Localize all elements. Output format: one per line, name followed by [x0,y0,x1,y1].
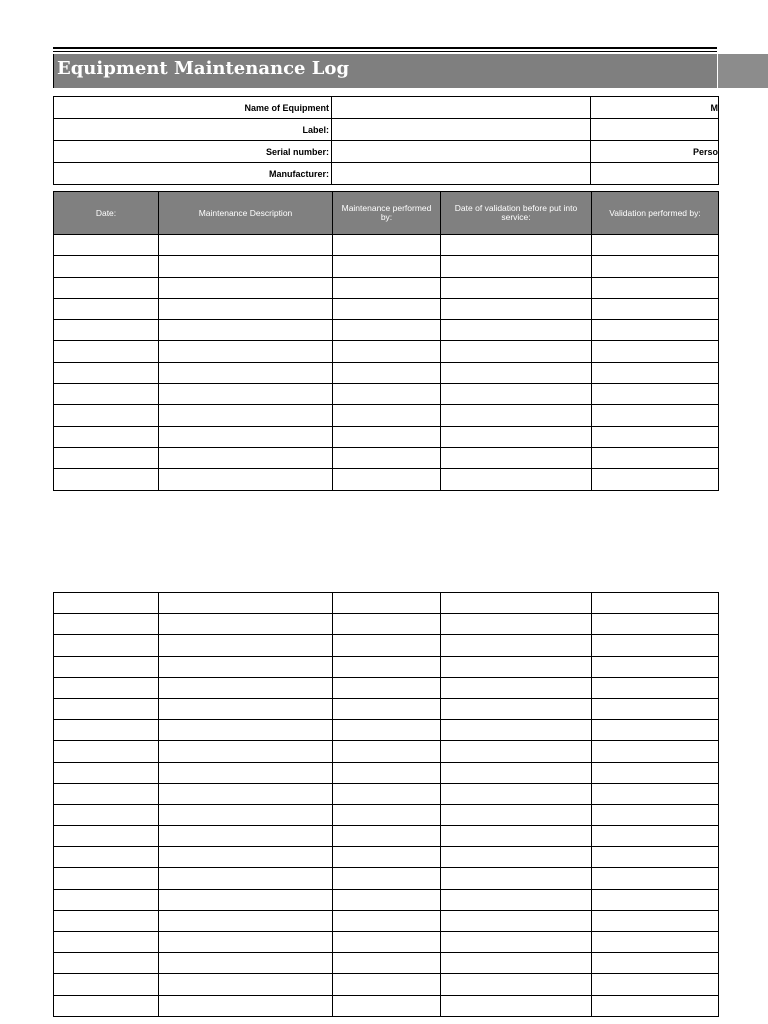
table-cell[interactable] [159,235,333,256]
table-cell[interactable] [333,447,441,468]
label-label: Label: [54,119,332,141]
table-cell[interactable] [441,635,592,656]
table-cell[interactable] [333,298,441,319]
table-cell[interactable] [159,804,333,825]
table-cell[interactable] [54,762,159,783]
table-cell[interactable] [333,362,441,383]
banner-extension [718,54,768,88]
table-cell[interactable] [333,656,441,677]
table-cell[interactable] [333,762,441,783]
table-row [54,677,719,698]
table-cell[interactable] [333,593,441,614]
label-manufacturer: Manufacturer: [54,163,332,185]
table-cell[interactable] [333,910,441,931]
table-cell[interactable] [441,826,592,847]
table-cell[interactable] [592,277,719,298]
table-cell[interactable] [333,783,441,804]
table-row [54,720,719,741]
top-rule-thick [53,47,717,49]
table-cell[interactable] [54,974,159,995]
table-row [54,974,719,995]
table-cell[interactable] [441,932,592,953]
table-cell[interactable] [54,953,159,974]
table-cell[interactable] [54,635,159,656]
table-row [54,341,719,362]
table-cell[interactable] [333,974,441,995]
table-cell[interactable] [441,384,592,405]
table-cell[interactable] [159,847,333,868]
table-cell[interactable] [441,426,592,447]
label-right-top: M [591,97,719,119]
table-row [54,656,719,677]
table-cell[interactable] [159,889,333,910]
table-cell[interactable] [441,677,592,698]
table-cell[interactable] [441,447,592,468]
table-cell[interactable] [159,974,333,995]
table-cell[interactable] [54,889,159,910]
table-cell[interactable] [441,868,592,889]
table-cell[interactable] [592,384,719,405]
label-serial-number: Serial number: [54,141,332,163]
table-cell[interactable] [159,362,333,383]
table-row [54,298,719,319]
table-cell[interactable] [441,469,592,490]
table-cell[interactable] [159,256,333,277]
table-cell[interactable] [54,235,159,256]
table-cell[interactable] [592,405,719,426]
table-cell[interactable] [54,384,159,405]
table-cell[interactable] [159,910,333,931]
info-row-label [54,119,719,141]
table-cell[interactable] [592,298,719,319]
table-cell[interactable] [441,405,592,426]
table-cell[interactable] [159,762,333,783]
info-row-manufacturer [54,163,719,185]
table-cell[interactable] [54,995,159,1016]
table-row [54,235,719,256]
table-cell[interactable] [333,469,441,490]
table-cell[interactable] [333,677,441,698]
table-cell[interactable] [441,741,592,762]
log-header-row [54,192,719,235]
table-cell[interactable] [333,635,441,656]
table-cell[interactable] [54,447,159,468]
table-cell[interactable] [592,593,719,614]
table-row [54,783,719,804]
table-cell[interactable] [333,868,441,889]
table-cell[interactable] [333,614,441,635]
table-cell[interactable] [54,405,159,426]
table-cell[interactable] [333,341,441,362]
table-cell[interactable] [441,953,592,974]
table-row [54,932,719,953]
col-header-validation-by: Validation performed by: [592,192,719,235]
field-name-of-equipment[interactable] [332,97,591,119]
table-cell[interactable] [159,826,333,847]
col-header-validation-date: Date of validation before put into service: [441,192,592,235]
table-cell[interactable] [441,277,592,298]
info-row-serial [54,141,719,163]
table-cell[interactable] [592,256,719,277]
table-cell[interactable] [592,868,719,889]
table-cell[interactable] [54,298,159,319]
table-cell[interactable] [54,362,159,383]
table-cell[interactable] [333,847,441,868]
table-cell[interactable] [54,320,159,341]
table-cell[interactable] [54,593,159,614]
table-row [54,277,719,298]
table-row [54,256,719,277]
table-cell[interactable] [441,298,592,319]
table-cell[interactable] [333,235,441,256]
table-cell[interactable] [592,932,719,953]
table-cell[interactable] [159,426,333,447]
table-row [54,384,719,405]
table-cell[interactable] [441,720,592,741]
page-title: Equipment Maintenance Log [57,58,350,79]
table-cell[interactable] [159,868,333,889]
table-cell[interactable] [159,341,333,362]
table-cell[interactable] [159,635,333,656]
table-cell[interactable] [159,953,333,974]
table-cell[interactable] [333,826,441,847]
table-cell[interactable] [592,341,719,362]
table-cell[interactable] [159,741,333,762]
table-cell[interactable] [592,804,719,825]
table-cell[interactable] [54,932,159,953]
table-row [54,762,719,783]
table-row [54,889,719,910]
equipment-info-table [53,96,719,185]
table-cell[interactable] [592,614,719,635]
col-header-date: Date: [54,192,159,235]
table-cell[interactable] [54,256,159,277]
table-cell[interactable] [441,320,592,341]
table-cell[interactable] [333,720,441,741]
table-cell[interactable] [441,341,592,362]
table-cell[interactable] [333,741,441,762]
table-cell[interactable] [333,277,441,298]
table-cell[interactable] [54,783,159,804]
table-cell[interactable] [159,384,333,405]
table-cell[interactable] [592,720,719,741]
label-right-person: Perso [591,141,719,163]
table-cell[interactable] [592,320,719,341]
field-right-4[interactable] [591,163,719,185]
table-cell[interactable] [54,341,159,362]
table-cell[interactable] [54,910,159,931]
field-right-2[interactable] [591,119,719,141]
table-cell[interactable] [54,826,159,847]
table-cell[interactable] [441,235,592,256]
table-cell[interactable] [333,995,441,1016]
table-cell[interactable] [592,889,719,910]
table-cell[interactable] [54,804,159,825]
table-cell[interactable] [333,953,441,974]
table-cell[interactable] [592,362,719,383]
table-cell[interactable] [54,656,159,677]
table-cell[interactable] [592,677,719,698]
table-cell[interactable] [592,783,719,804]
table-cell[interactable] [441,783,592,804]
table-cell[interactable] [592,826,719,847]
table-cell[interactable] [54,277,159,298]
table-cell[interactable] [159,469,333,490]
title-banner [53,54,717,88]
table-cell[interactable] [54,469,159,490]
table-row [54,804,719,825]
table-cell[interactable] [592,656,719,677]
table-cell[interactable] [441,995,592,1016]
table-row [54,362,719,383]
table-cell[interactable] [441,614,592,635]
table-cell[interactable] [54,698,159,719]
table-row [54,910,719,931]
maintenance-log-continuation-table [53,592,719,1017]
col-header-performed-by: Maintenance performed by: [333,192,441,235]
table-cell[interactable] [159,677,333,698]
table-cell[interactable] [441,804,592,825]
table-cell[interactable] [592,469,719,490]
table-cell[interactable] [441,847,592,868]
table-cell[interactable] [441,256,592,277]
table-cell[interactable] [441,974,592,995]
table-cell[interactable] [159,320,333,341]
table-row [54,447,719,468]
table-cell[interactable] [54,720,159,741]
table-cell[interactable] [441,698,592,719]
field-label[interactable] [332,119,591,141]
table-cell[interactable] [54,677,159,698]
table-cell[interactable] [333,889,441,910]
table-cell[interactable] [592,635,719,656]
table-cell[interactable] [592,447,719,468]
table-cell[interactable] [441,362,592,383]
table-cell[interactable] [159,932,333,953]
table-cell[interactable] [333,256,441,277]
table-cell[interactable] [54,847,159,868]
table-cell[interactable] [159,720,333,741]
table-row [54,995,719,1016]
table-cell[interactable] [54,426,159,447]
table-cell[interactable] [159,447,333,468]
table-row [54,593,719,614]
table-cell[interactable] [333,405,441,426]
maintenance-log-table [53,191,719,491]
table-row [54,868,719,889]
table-row [54,469,719,490]
table-cell[interactable] [54,741,159,762]
table-cell[interactable] [592,741,719,762]
table-cell[interactable] [441,593,592,614]
table-cell[interactable] [159,405,333,426]
table-cell[interactable] [592,426,719,447]
table-row [54,953,719,974]
table-cell[interactable] [159,614,333,635]
table-cell[interactable] [441,889,592,910]
table-cell[interactable] [333,320,441,341]
table-row [54,635,719,656]
table-cell[interactable] [333,698,441,719]
table-cell[interactable] [159,698,333,719]
table-cell[interactable] [159,277,333,298]
table-cell[interactable] [333,426,441,447]
table-cell[interactable] [441,762,592,783]
table-cell[interactable] [159,995,333,1016]
table-cell[interactable] [441,656,592,677]
table-cell[interactable] [159,298,333,319]
table-cell[interactable] [159,593,333,614]
info-row-name [54,97,719,119]
table-row [54,320,719,341]
table-cell[interactable] [592,847,719,868]
table-cell[interactable] [592,974,719,995]
table-cell[interactable] [592,235,719,256]
table-row [54,426,719,447]
table-cell[interactable] [54,868,159,889]
top-rule-thin [53,51,717,52]
field-manufacturer[interactable] [332,163,591,185]
table-cell[interactable] [592,762,719,783]
col-header-description: Maintenance Description [159,192,333,235]
table-row [54,614,719,635]
table-cell[interactable] [592,698,719,719]
field-serial-number[interactable] [332,141,591,163]
table-cell[interactable] [592,910,719,931]
table-cell[interactable] [592,953,719,974]
table-cell[interactable] [159,656,333,677]
table-row [54,405,719,426]
table-row [54,741,719,762]
table-row [54,847,719,868]
label-name-of-equipment: Name of Equipment [54,97,332,119]
table-cell[interactable] [441,910,592,931]
table-row [54,826,719,847]
table-cell[interactable] [333,384,441,405]
table-cell[interactable] [54,614,159,635]
table-cell[interactable] [333,932,441,953]
table-row [54,698,719,719]
table-cell[interactable] [159,783,333,804]
table-cell[interactable] [333,804,441,825]
table-cell[interactable] [592,995,719,1016]
